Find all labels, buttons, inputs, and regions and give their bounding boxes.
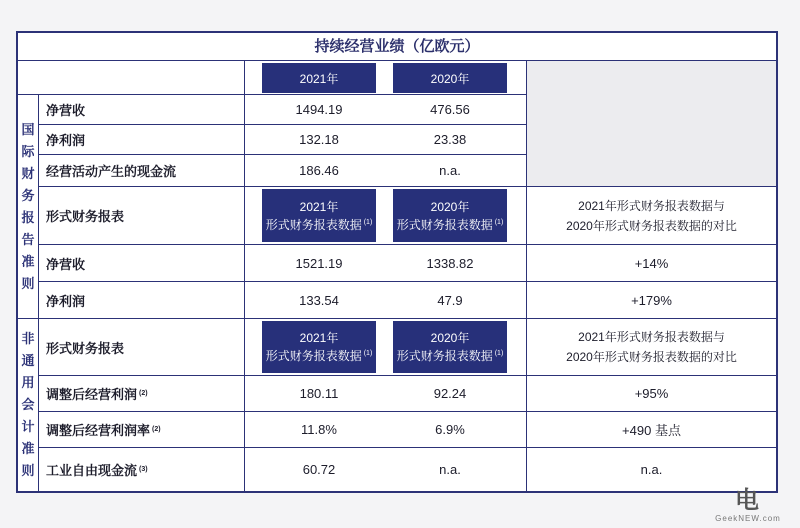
value-2020: 23.38 [433, 132, 467, 147]
side-label-char: 用 [21, 375, 35, 390]
watermark-logo: 电 GeekNEW.com [715, 487, 781, 523]
row-label: 调整后经营利润率 (2) [46, 423, 161, 438]
header-comparison: 2021年形式财务报表数据与 2020年形式财务报表数据的对比 [566, 198, 737, 233]
header-comparison: 2021年形式财务报表数据与 2020年形式财务报表数据的对比 [566, 330, 737, 364]
value-comparison: +490 基点 [622, 423, 681, 438]
side-label-non-gaap [18, 319, 39, 491]
row-label: 净营收 [46, 256, 86, 272]
header-blank-area [526, 61, 776, 186]
row-label: 调整后经营利润 (2) [46, 387, 148, 402]
side-label-char: 国 [21, 121, 35, 137]
column-divider [244, 61, 245, 491]
header-pro-forma-2020: 2020年 形式财务报表数据 $^{(1)}$ [393, 321, 507, 373]
side-label-char: 际 [21, 143, 35, 159]
value-2021: 132.18 [299, 132, 339, 147]
side-label-char: 非 [21, 331, 35, 346]
value-2020: 1338.82 [426, 255, 474, 271]
value-2021: 133.54 [299, 292, 339, 308]
header-2021: 2021年 [262, 63, 376, 93]
value-2020: 92.24 [433, 386, 467, 401]
row-label: 经营活动产生的现金流 [46, 164, 177, 179]
side-label-char: 计 [21, 419, 35, 434]
value-2020: n.a. [439, 462, 461, 477]
row-label: 工业自由现金流 (3) [46, 463, 148, 478]
value-2020: 47.9 [437, 292, 463, 308]
section-label-pro-forma: 形式财务报表 [46, 209, 125, 224]
side-label-char: 则 [21, 463, 35, 478]
side-label-char: 准 [21, 253, 35, 269]
value-2020: 6.9% [435, 422, 465, 437]
side-label-char: 报 [21, 209, 35, 225]
side-label-char: 财 [21, 165, 35, 181]
header-pro-forma-2020: 2020年 形式财务报表数据 $^{(1)}$ [393, 189, 507, 242]
value-comparison: +14% [634, 255, 669, 271]
value-2021: 11.8% [301, 422, 337, 437]
value-comparison: n.a. [640, 462, 663, 477]
side-label-ifrs [18, 95, 39, 318]
value-2021: 1494.19 [295, 102, 343, 117]
value-2020: n.a. [439, 163, 461, 178]
header-pro-forma-2021: 2021年 形式财务报表数据 $^{(1)}$ [262, 321, 376, 373]
table-title: 持续经营业绩（亿欧元） [18, 33, 776, 61]
value-2021: 186.46 [299, 163, 339, 178]
value-2021: 60.72 [302, 462, 336, 477]
row-label: 净利润 [46, 293, 86, 309]
side-label-char: 会 [21, 397, 35, 412]
side-label-char: 通 [21, 353, 35, 368]
side-label-char: 则 [21, 275, 35, 291]
header-2020: 2020年 [393, 63, 507, 93]
value-comparison: +95% [634, 386, 669, 401]
row-label: 净利润 [46, 133, 86, 148]
value-2021: 1521.19 [295, 255, 343, 271]
row-label: 净营收 [46, 103, 86, 118]
value-comparison: +179% [631, 292, 672, 308]
section-label-pro-forma: 形式财务报表 [46, 340, 125, 356]
value-2021: 180.11 [299, 386, 339, 401]
value-2020: 476.56 [430, 102, 470, 117]
side-label-char: 告 [21, 231, 35, 247]
header-pro-forma-2021: 2021年 形式财务报表数据 $^{(1)}$ [262, 189, 376, 242]
side-label-char: 务 [21, 187, 35, 203]
side-label-char: 准 [21, 441, 35, 456]
